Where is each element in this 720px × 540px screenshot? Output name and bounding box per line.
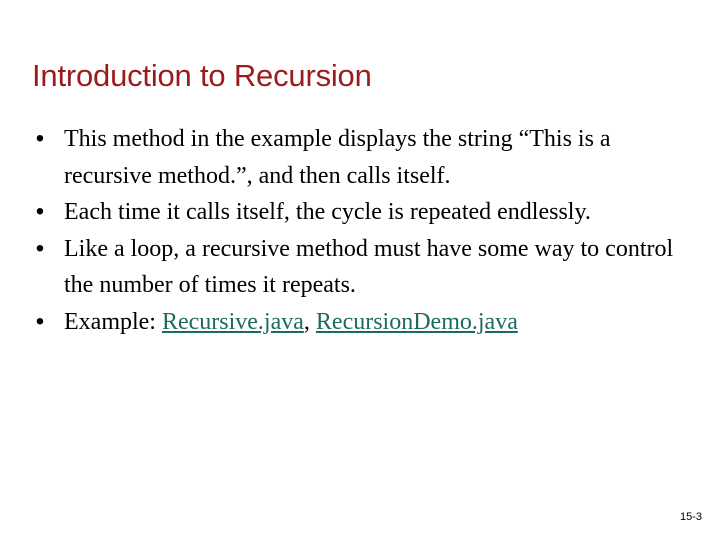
bullet-dot-icon: • [35,125,45,152]
page-number: 15-3 [679,511,702,523]
bullet-dot-icon: • [35,307,45,335]
recursion-demo-java-link[interactable]: RecursionDemo.java [315,308,518,335]
example-separator: , [303,308,316,335]
bullet-item [30,231,700,304]
example-prefix: Example: [64,308,162,335]
bullet-list [30,121,700,340]
recursive-java-link[interactable]: Recursive.java [161,308,304,335]
bullet-text: Each time it calls itself, the cycle is repeated endlessly. [64,199,591,225]
bullet-text: This method in the example displays the string “This is a recursive method.”, and then calls itself. [64,126,611,189]
bullet-text: Like a loop, a recursive method must have some way to control the number of times it repeats. [64,235,674,298]
slide-title: Introduction to Recursion [32,58,372,93]
bullet-item-example [30,304,700,341]
bullet-item [30,121,700,194]
bullet-item [30,194,700,231]
bullet-dot-icon: • [35,234,45,262]
bullet-dot-icon: • [35,198,45,225]
